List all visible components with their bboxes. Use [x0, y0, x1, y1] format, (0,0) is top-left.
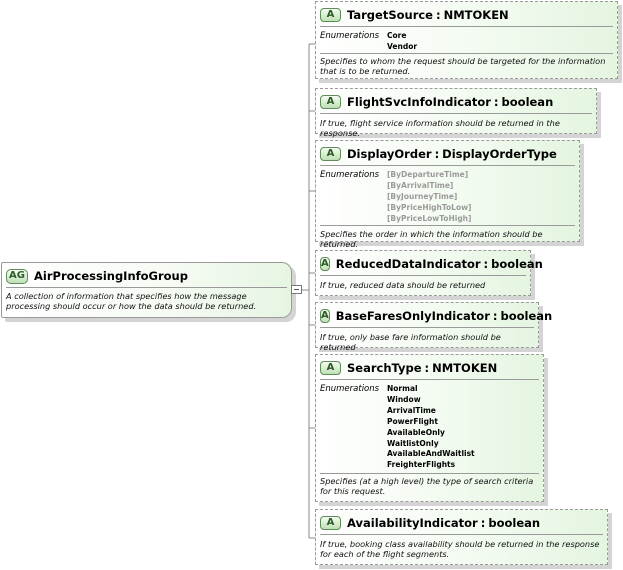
enumeration-value: [ByDepartureTime] [387, 170, 469, 179]
attribute-type: boolean [500, 309, 553, 323]
attribute-type: NMTOKEN [443, 8, 509, 22]
enumeration-value: Core [387, 31, 407, 40]
attribute-box-basefaresonlyindicator[interactable]: A BaseFaresOnlyIndicator : boolean If true, only base fare information should be returned [315, 302, 539, 348]
attribute-icon: A [320, 361, 341, 375]
attribute-group-icon: AG [6, 269, 28, 284]
attribute-icon: A [320, 8, 341, 22]
attribute-description: Specifies the order in which the information should be returned. [320, 229, 543, 249]
attribute-type: NMTOKEN [432, 361, 498, 375]
attribute-description: If true, reduced data should be returned [320, 280, 486, 290]
attribute-icon: A [320, 95, 341, 109]
attribute-description: Specifies to whom the request should be targeted for the information that is to be returned. [320, 56, 606, 76]
enumeration-value: [ByPriceHighToLow] [387, 202, 472, 212]
enumeration-value: AvailableOnly [387, 427, 445, 437]
enumerations-label: Enumerations [320, 384, 380, 394]
attribute-box-availabilityindicator[interactable]: A AvailabilityIndicator : boolean If true, booking class availability should be returned in the response for each of the flight segments. [315, 509, 608, 565]
attribute-box-searchtype[interactable]: A SearchType : NMTOKEN Enumerations Normal Window ArrivalTime PowerFlight AvailableOnly WaitlistOnly AvailableAndWaitlist FreighterFlights Specifies (at a high level) the type of search criteria for this request. [315, 354, 544, 502]
sequence-expand-icon[interactable] [291, 285, 302, 294]
attribute-box-displayorder[interactable]: A DisplayOrder : DisplayOrderType Enumerations [ByDepartureTime] [ByArrivalTime] [ByJourneyTime] [ByPriceHighToLow] [ByPriceLowToHigh] Specifies the order in which the information should be returned. [315, 140, 580, 242]
enumeration-value: Normal [387, 384, 418, 393]
attribute-type: boolean [488, 516, 541, 530]
attribute-type: boolean [501, 95, 554, 109]
attribute-name: ReducedDataIndicator [335, 257, 481, 271]
attribute-name: SearchType [347, 361, 422, 375]
enumeration-value: [ByArrivalTime] [387, 180, 454, 190]
enumeration-value: WaitlistOnly [387, 438, 439, 448]
enumeration-value: PowerFlight [387, 416, 438, 426]
attribute-name: FlightSvcInfoIndicator [347, 95, 491, 109]
attribute-description: If true, flight service information should be returned in the response. [320, 118, 560, 138]
attribute-icon: A [320, 147, 341, 161]
attribute-name: TargetSource [347, 8, 433, 22]
attribute-description: If true, booking class availability should be returned in the response for each of the flight segments. [320, 539, 600, 559]
enumeration-value: Window [387, 394, 421, 404]
enumeration-value: FreighterFlights [387, 460, 456, 470]
enumeration-list [387, 384, 475, 471]
attribute-box-flightsvcinfoindicator[interactable]: A FlightSvcInfoIndicator : boolean If true, flight service information should be returned in the response. [315, 88, 597, 134]
attribute-type: DisplayOrderType [442, 147, 557, 161]
attribute-type: boolean [491, 257, 543, 271]
divider [6, 287, 287, 288]
attribute-name: BaseFaresOnlyIndicator [335, 309, 490, 323]
group-description: A collection of information that specifies how the message processing should occur or how the data should be returned. [6, 291, 257, 311]
enumeration-value: AvailableAndWaitlist [387, 449, 475, 459]
attribute-description: Specifies (at a high level) the type of search criteria for this request. [320, 476, 534, 496]
enumerations-label: Enumerations [320, 31, 380, 41]
attribute-name: AvailabilityIndicator [347, 516, 478, 530]
enumeration-value: [ByPriceLowToHigh] [387, 213, 472, 223]
enumeration-value: [ByJourneyTime] [387, 191, 458, 201]
enumeration-list [387, 31, 417, 53]
enumeration-value: ArrivalTime [387, 405, 436, 415]
group-name: AirProcessingInfoGroup [34, 269, 188, 283]
attribute-icon: A [320, 516, 341, 530]
attribute-description: If true, only base fare information should be returned [320, 332, 501, 352]
enumeration-value: Vendor [387, 41, 418, 51]
attribute-name: DisplayOrder [347, 147, 432, 161]
attribute-box-targetsource[interactable]: A TargetSource : NMTOKEN Enumerations Core Vendor Specifies to whom the request should be targeted for the information that is to be returned. [315, 1, 618, 79]
attribute-group-box[interactable] [1, 262, 292, 318]
attribute-icon: A [321, 310, 329, 321]
attribute-icon: A [321, 258, 329, 269]
enumerations-label: Enumerations [320, 170, 380, 180]
enumeration-list [387, 170, 471, 225]
attribute-box-reduceddataindicator[interactable]: A ReducedDataIndicator : boolean If true, reduced data should be returned [315, 250, 531, 296]
